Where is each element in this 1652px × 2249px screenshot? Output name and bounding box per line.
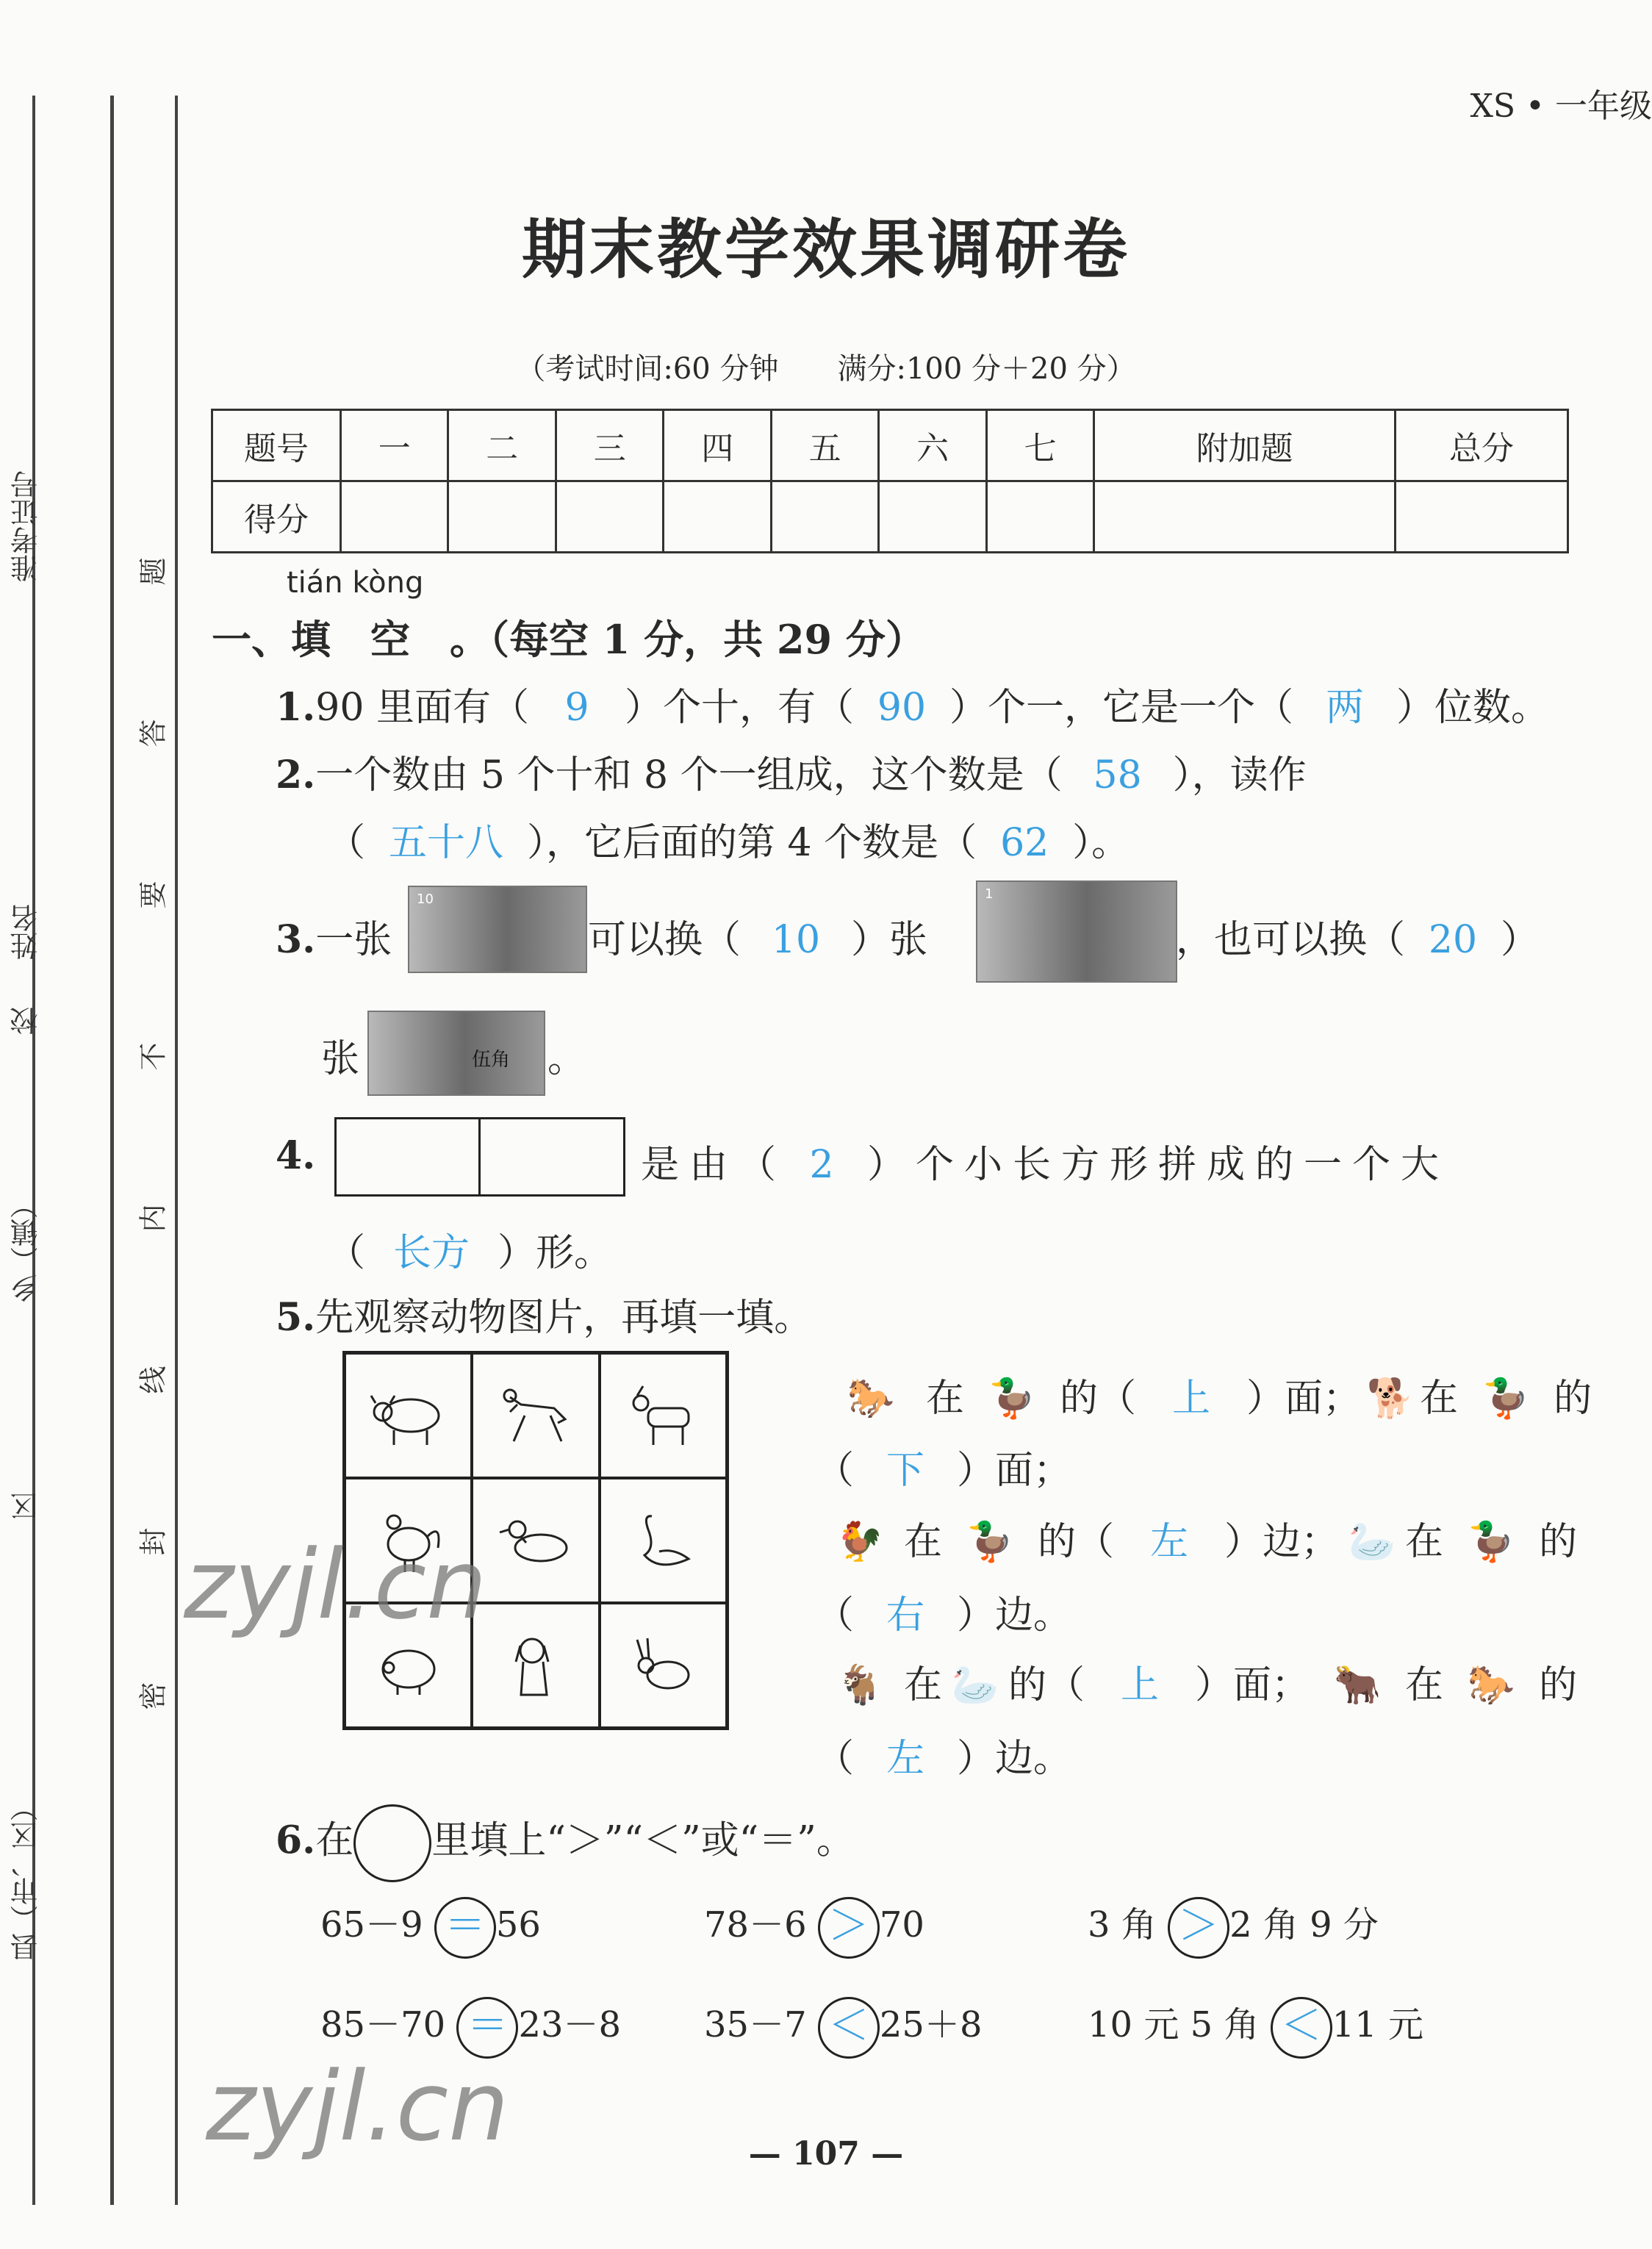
table-cell: 五 [771,410,878,481]
question-2 [276,744,1307,799]
rabbit-icon [622,1632,703,1699]
score-table-header-row [212,410,1568,481]
question-text: 在 [904,1663,943,1707]
bill-label: 10 [417,892,434,907]
question-text: 一张 [315,918,392,962]
binding-label-district: 区 [10,1492,43,1520]
question-number: 5. [276,1295,316,1340]
one-yuan-note-image [976,880,1177,983]
question-number: 6. [276,1818,316,1863]
question-text: 90 里面有（ [315,686,529,730]
question-text: 在 [926,1377,965,1421]
question-text: 的（ [1038,1520,1115,1564]
swan-small-icon: 🦢 [1348,1520,1396,1564]
table-cell: 题号 [212,410,341,481]
exam-info: （考试时间:60 分钟 满分:100 分＋20 分） [516,352,1136,386]
q5-line-6 [816,1727,1071,1782]
question-text: ），读作 [1172,753,1307,797]
comparison-item [320,1896,541,1959]
swan-small-icon: 🦢 [951,1663,999,1707]
question-text: （ [816,1593,855,1638]
question-text: （ [327,1231,366,1275]
comparison-right: 70 [879,1904,924,1945]
horse-small-icon: 🐎 [847,1377,895,1421]
question-text: ），它后面的第 4 个数是（ [527,821,977,865]
question-3-mid [588,908,927,964]
seal-char: 答 [137,719,170,747]
grid-cell-swan [600,1478,727,1603]
question-text: ）面； [1246,1377,1362,1421]
question-text: 张 [321,1037,360,1081]
question-2-line-2 [327,811,1130,867]
answer[interactable]: 10 [771,918,821,962]
score-cell[interactable] [448,481,556,553]
comparison-left: 3 角 [1088,1904,1157,1945]
table-cell: 四 [664,410,771,481]
question-4-line-2 [327,1222,612,1277]
question-text: ）个一，它是一个（ [949,686,1294,730]
answer[interactable]: 左 [886,1737,925,1781]
question-text: 在 [1405,1663,1444,1707]
comparison-right: 25＋8 [879,2004,983,2045]
answer[interactable]: 下 [886,1449,925,1493]
question-text: 的（ [1060,1377,1137,1421]
seal-char: 密 [137,1682,170,1710]
answer[interactable]: 90 [877,686,927,730]
seal-char: 封 [137,1527,170,1556]
score-cell[interactable] [879,481,986,553]
rect-divider [478,1119,481,1194]
duck-icon [495,1507,576,1574]
question-5 [276,1286,812,1341]
binding-label-exam-id: 准考证号 [10,470,43,582]
seal-char: 内 [137,1204,170,1233]
question-text: ） [1501,918,1540,962]
page-number: — 107 — [748,2135,904,2173]
question-text: 先观察动物图片，再填一填。 [315,1296,813,1340]
comparison-answer-circle[interactable]: ＜ [818,1997,880,2059]
ox-small-icon: 🐂 [1333,1663,1382,1707]
comparison-item [1088,1896,1379,1959]
horse-icon [495,1382,576,1449]
q5-line-5 [816,1654,1577,1709]
comparison-right: 11 元 [1332,2004,1424,2045]
question-6 [276,1804,855,1882]
binding-label-town: 乡（镇） [10,1191,43,1302]
answer[interactable]: 2 [809,1143,844,1187]
seal-char: 线 [137,1366,170,1394]
question-text: （ [816,1449,855,1493]
seal-char: 不 [137,1042,170,1071]
score-cell[interactable] [1094,481,1396,553]
answer[interactable]: 62 [1000,821,1049,865]
table-cell: 二 [448,410,556,481]
duck-small-icon: 🦆 [966,1520,1014,1564]
swan-icon [622,1507,703,1574]
question-text: 在 [904,1520,943,1564]
table-cell: 得分 [212,481,341,553]
ox-icon [368,1382,449,1449]
question-3-end [1176,908,1539,964]
seal-char: 要 [137,880,170,909]
table-cell: 七 [986,410,1093,481]
question-text: ）张 [851,918,928,962]
question-text: 在 [1420,1377,1459,1421]
answer[interactable]: 左 [1150,1520,1189,1564]
q5-line-3 [816,1510,1577,1565]
comparison-right: 2 角 9 分 [1229,1904,1379,1945]
answer[interactable]: 两 [1326,686,1365,730]
score-table-score-row [212,481,1568,553]
question-number: 4. [276,1133,316,1178]
comparison-item [704,1996,983,2059]
question-text: 一个数由 5 个十和 8 个一组成，这个数是（ [315,753,1063,797]
question-text: ）个小长方形拼成的一个大 [867,1143,1450,1187]
answer[interactable]: 右 [886,1593,925,1638]
grid-cell-duck [472,1478,599,1603]
question-number: 1. [276,685,316,730]
question-text: 的 [1554,1377,1592,1421]
score-cell[interactable] [1396,481,1568,553]
answer[interactable]: 上 [1172,1377,1211,1421]
two-rectangles-figure [334,1117,625,1197]
answer[interactable]: 长方 [393,1231,470,1275]
question-3-num [276,908,392,964]
table-cell: 三 [556,410,663,481]
question-text: ）面； [1195,1663,1310,1707]
q5-line-4 [816,1584,1071,1639]
comparison-right: 56 [495,1904,541,1945]
comparison-left: 78－6 [704,1904,807,1945]
score-table [211,409,1569,553]
answer[interactable]: 上 [1121,1663,1160,1707]
question-text: ）个十，有（ [625,686,855,730]
binding-label-name: 姓名 [10,904,43,960]
goat-icon [622,1382,703,1449]
table-cell: 附加题 [1094,410,1396,481]
score-cell[interactable] [986,481,1093,553]
score-cell[interactable] [664,481,771,553]
binding-label-school: 校 [10,1007,43,1035]
question-3-period [547,1027,586,1083]
binding-label-county: 县（市、区） [10,1793,43,1961]
question-text: ）面； [957,1449,1072,1493]
answer[interactable]: 58 [1093,753,1142,797]
question-text: ）边。 [957,1593,1072,1638]
goat-small-icon: 🐐 [836,1663,884,1707]
score-cell[interactable] [771,481,878,553]
duck-small-icon: 🦆 [1482,1377,1530,1421]
dog-small-icon: 🐕 [1366,1377,1415,1421]
grade-tag: XS • 一年级 [1470,87,1652,125]
seal-char: 题 [137,557,170,586]
comparison-answer-circle[interactable]: ＝ [456,1997,518,2059]
dog-icon [495,1632,576,1699]
question-text: 可以换（ [588,918,741,962]
watermark: zyjl.cn [184,1529,487,1640]
pig-icon [368,1632,449,1699]
grid-cell-horse [472,1353,599,1478]
question-text: 。 [547,1037,586,1081]
question-text: 里填上“＞”“＜”或“＝”。 [431,1818,855,1863]
question-text: 在 [1405,1520,1444,1564]
comparison-item [704,1896,924,1959]
binding-line-3 [175,96,178,2205]
section-pinyin: tián kòng [287,566,424,600]
question-number: 3. [276,917,316,962]
q5-line-2 [816,1439,1071,1494]
answer[interactable]: 五十八 [389,821,504,865]
horse-small-icon: 🐎 [1467,1663,1515,1707]
q5-line-1 [816,1367,1592,1422]
ten-yuan-note-image [408,886,587,973]
question-4-num [276,1133,315,1178]
question-text: ）边； [1224,1520,1340,1564]
comparison-left: 65－9 [320,1904,423,1945]
comparison-left: 85－70 [320,2004,446,2045]
duck-small-icon: 🦆 [988,1377,1036,1421]
empty-circle-icon [353,1804,431,1882]
answer[interactable]: 9 [564,686,589,730]
grid-cell-goat [600,1353,727,1478]
comparison-item [1088,1996,1423,2059]
grid-cell-dog [472,1603,599,1728]
section-title: 一、填 空 。（每空 1 分，共 29 分） [212,616,925,663]
comparison-item [320,1996,621,2059]
question-1 [276,676,1549,731]
question-text: ）。 [1072,821,1130,865]
score-cell[interactable] [556,481,663,553]
watermark: zyjl.cn [206,2051,509,2162]
bill-label: 1 [985,886,994,902]
binding-line-2 [110,96,114,2205]
duck-small-icon: 🦆 [1467,1520,1515,1564]
question-text: ）形。 [498,1231,613,1275]
question-text: ）边。 [957,1737,1072,1781]
question-text: 的 [1539,1520,1578,1564]
question-text: ，也可以换（ [1176,918,1406,962]
comparison-answer-circle[interactable]: ＝ [434,1897,496,1959]
question-text: 是由（ [641,1143,787,1187]
table-cell: 一 [341,410,448,481]
rooster-small-icon: 🐓 [836,1520,884,1564]
comparison-answer-circle[interactable]: ＜ [1271,1997,1332,2059]
table-cell: 六 [879,410,986,481]
question-4-text [641,1133,1449,1188]
comparison-left: 35－7 [704,2004,807,2045]
grid-cell-rabbit [600,1603,727,1728]
table-cell: 总分 [1396,410,1568,481]
question-text: 的 [1539,1663,1578,1707]
question-text: ）位数。 [1396,686,1550,730]
question-text: 的（ [1008,1663,1085,1707]
score-cell[interactable] [341,481,448,553]
comparison-answer-circle[interactable]: ＞ [818,1897,880,1959]
question-text: （ [816,1737,855,1781]
comparison-answer-circle[interactable]: ＞ [1168,1897,1229,1959]
comparison-left: 10 元 5 角 [1088,2004,1260,2045]
answer[interactable]: 20 [1428,918,1478,962]
comparison-right: 23－8 [518,2004,622,2045]
question-text: 在 [315,1818,354,1863]
question-number: 2. [276,753,316,797]
grid-cell-ox [345,1353,472,1478]
page-title: 期末教学效果调研卷 [521,211,1130,287]
question-3-line-2 [321,1027,359,1083]
bill-label: 伍角 [472,1049,511,1071]
question-text: （ [327,821,366,865]
five-jiao-note-image [367,1011,545,1096]
